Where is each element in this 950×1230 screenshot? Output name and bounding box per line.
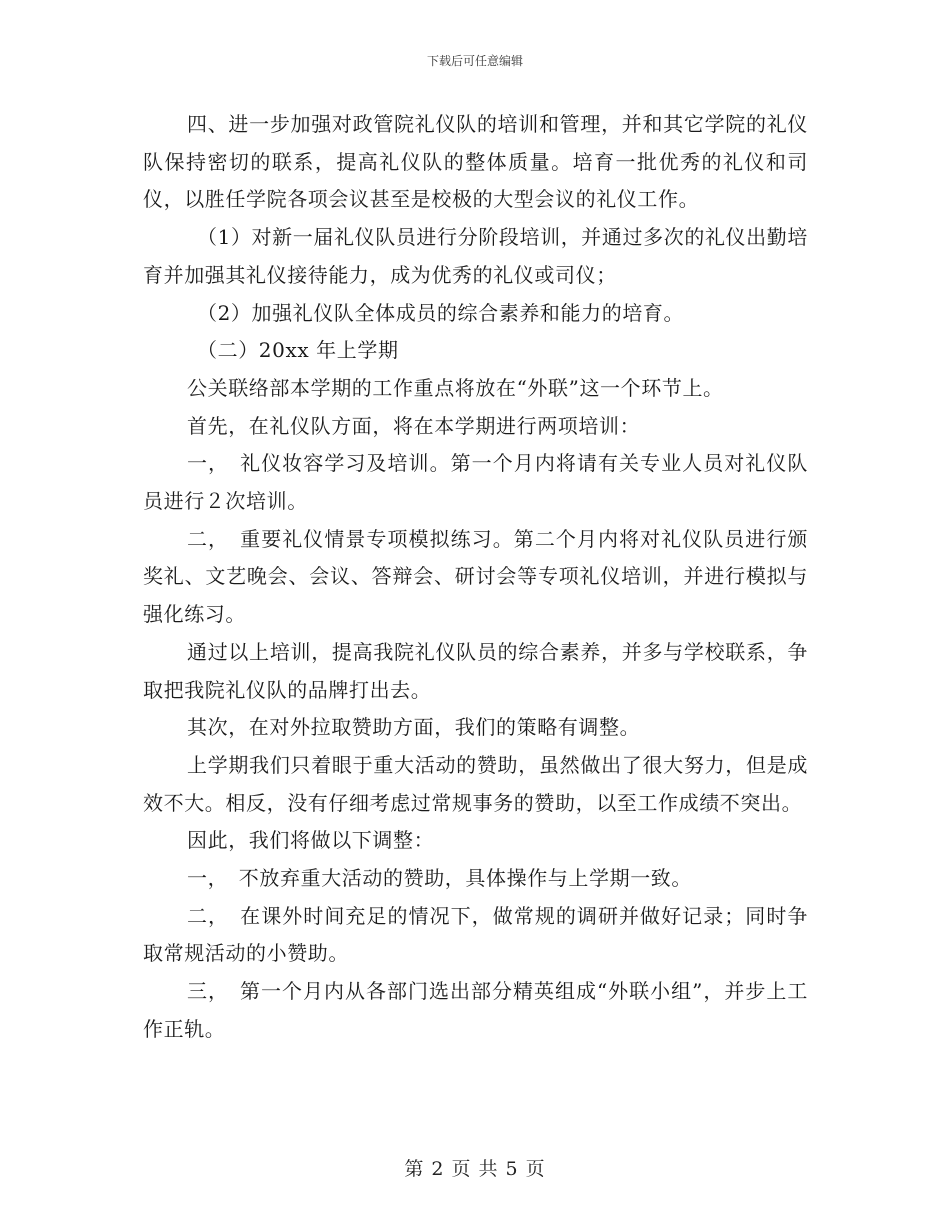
paragraph-adjustment-1: 一， 不放弃重大活动的赞助，具体操作与上学期一致。 [187, 866, 692, 891]
paragraph-section-four: 四、进一步加强对政管院礼仪队的培训和管理，并和其它学院的礼仪队保持密切的联系，提高礼仪队的整体质量。培育一批优秀的礼仪和司仪，以胜任学院各项会议甚至是校极的大型会议的礼仪工作。 [143, 112, 808, 212]
paragraph-sponsorship-intro: 其次，在对外拉取赞助方面，我们的策略有调整。 [187, 715, 641, 740]
document-body [143, 106, 808, 1049]
paragraph-training-summary: 通过以上培训，提高我院礼仪队员的综合素养，并多与学校联系，争取把我院礼仪队的品牌打出去。 [143, 639, 808, 702]
paragraph-pr-focus: 公关联络部本学期的工作重点将放在“外联”这一个环节上。 [187, 375, 724, 400]
page-header: 下载后可任意编辑 [426, 54, 523, 68]
page-number-footer: 第 2 页 共 5 页 [404, 1158, 546, 1180]
paragraph-training-1: 一， 礼仪妆容学习及培训。第一个月内将请有关专业人员对礼仪队员进行２次培训。 [143, 451, 808, 514]
paragraph-adjustment-3: 三， 第一个月内从各部门选出部分精英组成“外联小组”，并步上工作正轨。 [143, 979, 808, 1041]
section-heading-second-term: （二）20xx 年上学期 [197, 338, 399, 363]
paragraph-last-term-review: 上学期我们只着眼于重大活动的赞助，虽然做出了很大努力，但是成效不大。相反，没有仔细考虑过常规事务的赞助，以至工作成绩不突出。 [143, 752, 808, 815]
paragraph-training-2: 二， 重要礼仪情景专项模拟练习。第二个月内将对礼仪队员进行颁奖礼、文艺晚会、会议、答辩会、研讨会等专项礼仪培训，并进行模拟与强化练习。 [143, 526, 808, 627]
paragraph-etiquette-intro: 首先，在礼仪队方面，将在本学期进行两项培训： [187, 413, 641, 438]
paragraph-item-2: （2）加强礼仪队全体成员的综合素养和能力的培育。 [197, 300, 685, 325]
paragraph-adjustment-2: 二， 在课外时间充足的情况下，做常规的调研并做好记录；同时争取常规活动的小赞助。 [143, 903, 808, 966]
paragraph-item-1: （1）对新一届礼仪队员进行分阶段培训，并通过多次的礼仪出勤培育并加强其礼仪接待能力，成为优秀的礼仪或司仪； [143, 225, 808, 287]
paragraph-adjustments-intro: 因此，我们将做以下调整： [187, 828, 435, 853]
